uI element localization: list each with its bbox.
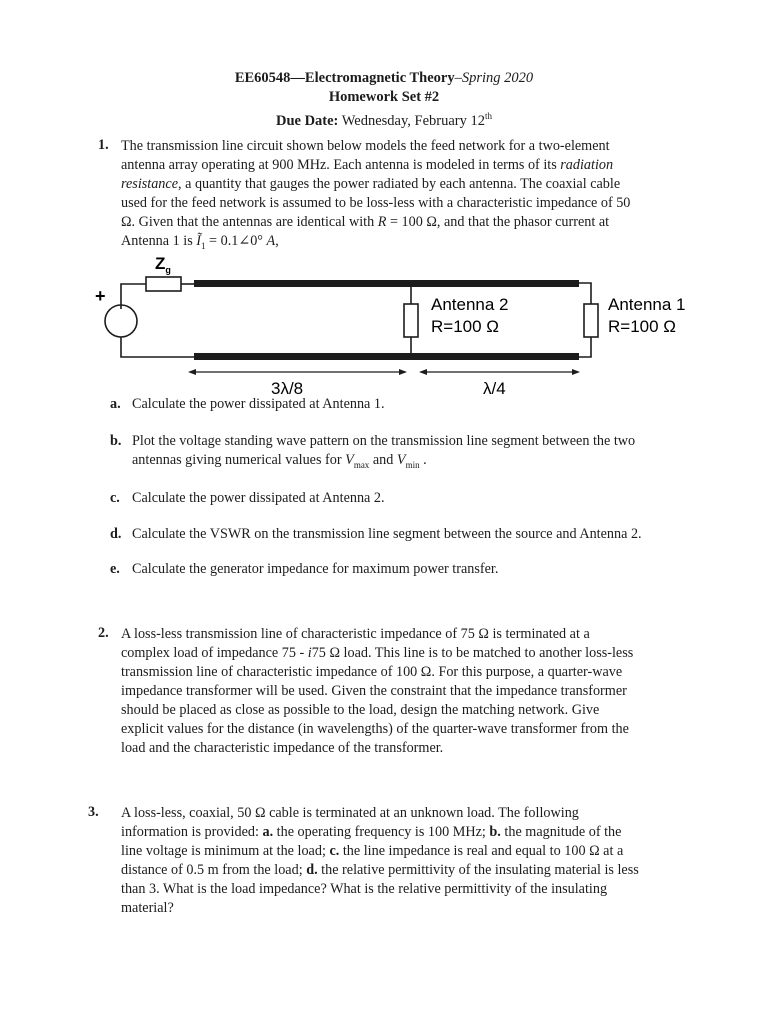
antenna-1-resistor	[584, 304, 598, 337]
plus-sign: +	[95, 286, 106, 306]
problem-2-text: A loss-less transmission line of characteristic impedance of 75 Ω is terminated at a complex load of impedance 75 - i75 Ω load. This line is to be matched to another loss-less transmission line of characteristic impedance of 100 Ω. For this purpose, a quarter-wave impedance transformer will be used. Given the constraint that the impedance transformer should be placed as close as possible to the load, design the matching network. Give explicit values for the distance (in wavelengths) of the quarter-wave transformer from the load and the characteristic impedance of the transformer.	[121, 626, 634, 756]
p1-line: The transmission line circuit shown below models the feed network for a two-element	[121, 138, 610, 154]
p1-line: Ω. Given that the antennas are identical with R = 100 Ω, and that the phasor current at	[121, 214, 610, 230]
tl-segment-1-bottom	[194, 353, 409, 360]
p1-line: used for the feed network is assumed to be loss-less with a characteristic impedance of 50	[121, 195, 631, 211]
header-line-1	[0, 69, 768, 88]
antenna-1-name: Antenna 1	[608, 295, 686, 314]
antenna-1-top-bend	[579, 283, 591, 287]
due-label: Due Date:	[275, 112, 339, 129]
antenna-2-name: Antenna 2	[431, 295, 509, 314]
q1d: d. Calculate the VSWR on the transmission line segment between the source and Antenna 2.	[110, 526, 642, 542]
source-bottom-wire	[121, 337, 194, 357]
arrowhead	[572, 369, 580, 375]
problem-3-text: A loss-less, coaxial, 50 Ω cable is terminated at an unknown load. The following information is provided: a. the operating frequency is 100 MHz; b. the magnitude of the line voltage is minimum at the load; c. the line impedance is real and equal to 100 Ω at a distance of 0.5 m from the load; d. the relative permittivity of the insulating material is less than 3. What is the load impedance? What is the relative permittivity of the insulating material?	[121, 805, 639, 916]
p1-line: Antenna 1 is $Ĩ_1$ = 0.1∠0° A,	[121, 233, 279, 251]
header-line-3	[0, 107, 768, 131]
tl-segment-2-bottom	[409, 353, 579, 360]
voltage-source	[105, 305, 137, 337]
antenna-1-bottom-bend	[579, 353, 591, 357]
antenna-1-resistance: R=100 Ω	[608, 317, 676, 336]
length-label-3-lambda-8: 3λ/8	[271, 379, 304, 398]
problem-2-number: 2.	[98, 625, 109, 641]
antenna-2-resistance: R=100 Ω	[431, 317, 499, 336]
zg-resistor	[146, 277, 181, 291]
arrowhead	[419, 369, 427, 375]
q1e: e. Calculate the generator impedance for maximum power transfer.	[110, 561, 499, 577]
due-date-sup: th	[485, 111, 493, 121]
due-date: Wednesday, February 12	[338, 112, 486, 129]
problem-3-number: 3.	[88, 804, 99, 820]
tl-segment-2-top	[409, 280, 579, 287]
tl-segment-1-top	[194, 280, 409, 287]
q1a: a. Calculate the power dissipated at Antenna 1.	[110, 396, 385, 412]
arrowhead	[188, 369, 196, 375]
problem-1-number: 1.	[98, 137, 109, 153]
q1c: c. Calculate the power dissipated at Antenna 2.	[110, 490, 385, 506]
arrowhead	[399, 369, 407, 375]
antenna-2-resistor	[404, 304, 418, 337]
header-line-2	[0, 88, 768, 107]
p1-line: antenna array operating at 900 MHz. Each antenna is modeled in terms of its radiation	[121, 157, 614, 173]
length-label-lambda-4: λ/4	[483, 379, 506, 398]
p1-line: resistance, a quantity that gauges the power radiated by each antenna. The coaxial cable	[121, 176, 621, 192]
homework-title: Homework Set #2	[328, 89, 440, 105]
term: –Spring 2020	[454, 70, 534, 86]
problem-1-text	[121, 137, 675, 256]
q1b: b. Plot the voltage standing wave pattern on the transmission line segment between the two antennas giving numerical values for $V_{max}$ and $V_{min}$ .	[110, 433, 636, 470]
course-title: EE60548—Electromagnetic Theory	[234, 70, 455, 86]
transmission-line-circuit-diagram	[0, 245, 768, 405]
zg-label: $Z_g$	[155, 254, 171, 275]
